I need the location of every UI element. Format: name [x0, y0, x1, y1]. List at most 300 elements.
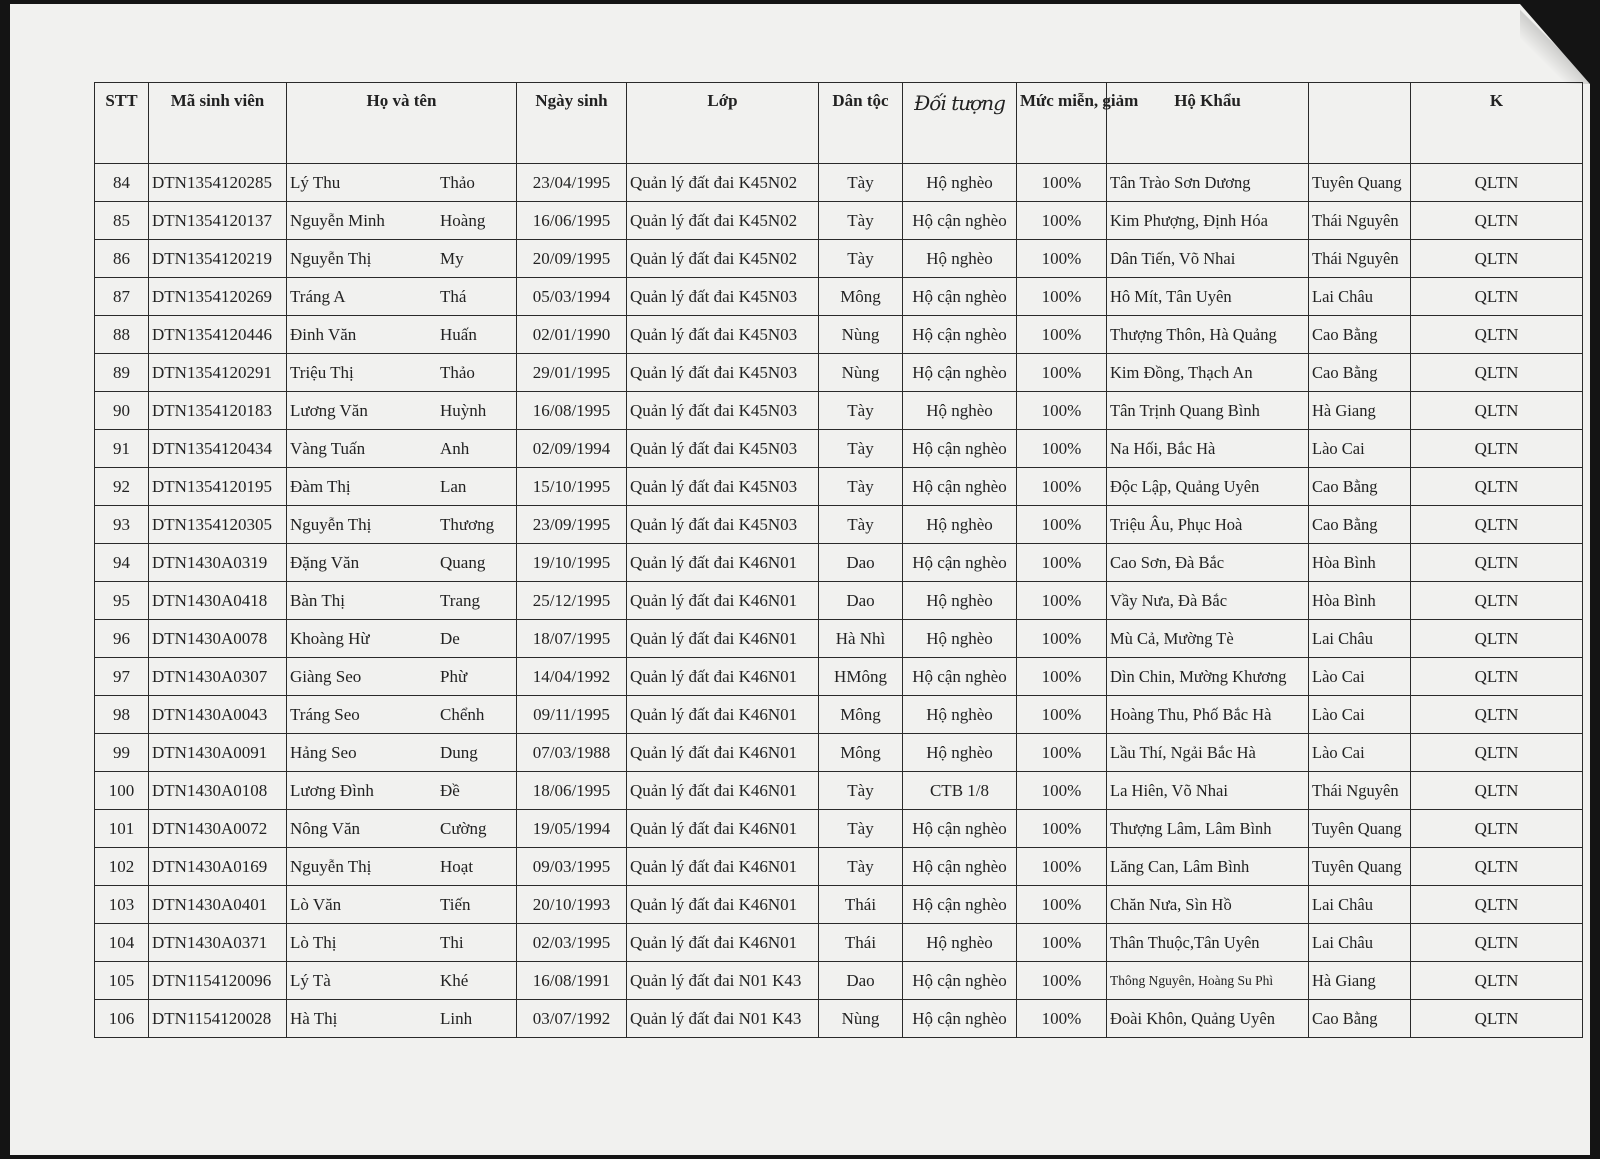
cell-doi-tuong: Hộ nghèo	[903, 392, 1017, 430]
cell-dan-toc: Nùng	[819, 354, 903, 392]
cell-ma-sinh-vien: DTN1430A0078	[149, 620, 287, 658]
cell-stt: 102	[95, 848, 149, 886]
cell-ma-sinh-vien: DTN1430A0108	[149, 772, 287, 810]
cell-muc-mien-giam: 100%	[1017, 962, 1107, 1000]
header-muc-mien-giam: Mức miễn, giảm	[1017, 83, 1107, 164]
student-exemption-table	[94, 82, 1583, 1038]
student-given-name: Thảo	[440, 362, 475, 382]
cell-ho-khau: Thân Thuộc,Tân Uyên	[1107, 924, 1309, 962]
cell-doi-tuong: Hộ nghèo	[903, 620, 1017, 658]
cell-ngay-sinh: 14/04/1992	[517, 658, 627, 696]
table-row	[95, 278, 1583, 316]
cell-khoa: QLTN	[1411, 430, 1583, 468]
table-row	[95, 810, 1583, 848]
cell-stt: 103	[95, 886, 149, 924]
cell-dan-toc: Dao	[819, 544, 903, 582]
student-surname-middle: Khoàng Hừ	[290, 628, 370, 648]
cell-khoa: QLTN	[1411, 468, 1583, 506]
cell-lop: Quản lý đất đai K46N01	[627, 582, 819, 620]
cell-stt: 106	[95, 1000, 149, 1038]
cell-stt: 99	[95, 734, 149, 772]
cell-stt: 95	[95, 582, 149, 620]
cell-muc-mien-giam: 100%	[1017, 658, 1107, 696]
student-given-name: Tiến	[440, 894, 471, 914]
cell-doi-tuong: Hộ nghèo	[903, 240, 1017, 278]
cell-muc-mien-giam: 100%	[1017, 430, 1107, 468]
table-body	[95, 164, 1583, 1038]
cell-ho-khau: Kim Đồng, Thạch An	[1107, 354, 1309, 392]
cell-ngay-sinh: 07/03/1988	[517, 734, 627, 772]
cell-ho-khau: Lăng Can, Lâm Bình	[1107, 848, 1309, 886]
cell-ho-khau: Lầu Thí, Ngải Bắc Hà	[1107, 734, 1309, 772]
cell-dan-toc: Nùng	[819, 316, 903, 354]
cell-stt: 94	[95, 544, 149, 582]
cell-tinh: Lào Cai	[1309, 430, 1411, 468]
cell-ngay-sinh: 16/08/1995	[517, 392, 627, 430]
cell-ho-khau: Thượng Thôn, Hà Quảng	[1107, 316, 1309, 354]
cell-muc-mien-giam: 100%	[1017, 544, 1107, 582]
cell-ho-va-ten	[287, 772, 517, 810]
cell-lop: Quản lý đất đai K46N01	[627, 810, 819, 848]
cell-doi-tuong: Hộ cận nghèo	[903, 354, 1017, 392]
cell-ma-sinh-vien: DTN1354120285	[149, 164, 287, 202]
cell-ngay-sinh: 02/03/1995	[517, 924, 627, 962]
cell-stt: 84	[95, 164, 149, 202]
cell-khoa: QLTN	[1411, 848, 1583, 886]
cell-doi-tuong: CTB 1/8	[903, 772, 1017, 810]
student-given-name: Anh	[440, 438, 470, 458]
student-surname-middle: Tráng Seo	[290, 704, 360, 724]
table-header-row	[95, 83, 1583, 164]
cell-ho-khau: Hô Mít, Tân Uyên	[1107, 278, 1309, 316]
table-row	[95, 962, 1583, 1000]
cell-khoa: QLTN	[1411, 772, 1583, 810]
cell-tinh: Hòa Bình	[1309, 582, 1411, 620]
student-surname-middle: Bàn Thị	[290, 590, 345, 610]
cell-ho-khau: Mù Cả, Mường Tè	[1107, 620, 1309, 658]
cell-ma-sinh-vien: DTN1430A0319	[149, 544, 287, 582]
cell-ho-va-ten	[287, 278, 517, 316]
cell-tinh: Cao Bằng	[1309, 468, 1411, 506]
cell-stt: 89	[95, 354, 149, 392]
student-given-name: Phừ	[440, 666, 468, 686]
cell-ho-khau: Tân Trào Sơn Dương	[1107, 164, 1309, 202]
cell-khoa: QLTN	[1411, 392, 1583, 430]
student-surname-middle: Nguyễn Thị	[290, 856, 372, 876]
header-doi-tuong: Đối tượng	[903, 83, 1017, 164]
cell-lop: Quản lý đất đai K46N01	[627, 620, 819, 658]
student-surname-middle: Lương Đình	[290, 780, 374, 800]
cell-muc-mien-giam: 100%	[1017, 240, 1107, 278]
cell-ma-sinh-vien: DTN1430A0307	[149, 658, 287, 696]
cell-tinh: Hà Giang	[1309, 962, 1411, 1000]
header-ho-va-ten: Họ và tên	[287, 83, 517, 164]
cell-ho-khau: Thượng Lâm, Lâm Bình	[1107, 810, 1309, 848]
cell-ngay-sinh: 16/08/1991	[517, 962, 627, 1000]
cell-tinh: Hòa Bình	[1309, 544, 1411, 582]
cell-ngay-sinh: 02/01/1990	[517, 316, 627, 354]
cell-muc-mien-giam: 100%	[1017, 164, 1107, 202]
cell-khoa: QLTN	[1411, 962, 1583, 1000]
cell-ho-khau: Kim Phượng, Định Hóa	[1107, 202, 1309, 240]
student-surname-middle: Hà Thị	[290, 1008, 338, 1028]
cell-ho-va-ten	[287, 696, 517, 734]
cell-tinh: Tuyên Quang	[1309, 810, 1411, 848]
table-row	[95, 544, 1583, 582]
cell-tinh: Lào Cai	[1309, 658, 1411, 696]
cell-muc-mien-giam: 100%	[1017, 506, 1107, 544]
student-given-name: Linh	[440, 1008, 473, 1028]
cell-muc-mien-giam: 100%	[1017, 848, 1107, 886]
cell-lop: Quản lý đất đai K46N01	[627, 734, 819, 772]
folded-corner	[1520, 4, 1590, 84]
cell-ho-khau: Dìn Chin, Mường Khương	[1107, 658, 1309, 696]
student-given-name: Đề	[440, 780, 460, 800]
cell-stt: 96	[95, 620, 149, 658]
cell-doi-tuong: Hộ cận nghèo	[903, 278, 1017, 316]
cell-ho-va-ten	[287, 164, 517, 202]
cell-ho-khau: Độc Lập, Quảng Uyên	[1107, 468, 1309, 506]
cell-khoa: QLTN	[1411, 202, 1583, 240]
cell-khoa: QLTN	[1411, 924, 1583, 962]
cell-ma-sinh-vien: DTN1354120195	[149, 468, 287, 506]
cell-lop: Quản lý đất đai K46N01	[627, 886, 819, 924]
student-given-name: Hoàng	[440, 210, 486, 230]
table-row	[95, 430, 1583, 468]
cell-ngay-sinh: 03/07/1992	[517, 1000, 627, 1038]
cell-khoa: QLTN	[1411, 316, 1583, 354]
cell-lop: Quản lý đất đai K45N02	[627, 202, 819, 240]
header-dan-toc: Dân tộc	[819, 83, 903, 164]
cell-ho-va-ten	[287, 544, 517, 582]
cell-stt: 97	[95, 658, 149, 696]
cell-tinh: Cao Bằng	[1309, 316, 1411, 354]
cell-lop: Quản lý đất đai K45N02	[627, 164, 819, 202]
cell-lop: Quản lý đất đai K46N01	[627, 544, 819, 582]
cell-ho-khau: Tân Trịnh Quang Bình	[1107, 392, 1309, 430]
cell-ho-khau: Dân Tiến, Võ Nhai	[1107, 240, 1309, 278]
student-given-name: Lan	[440, 476, 467, 496]
table-row	[95, 164, 1583, 202]
cell-stt: 87	[95, 278, 149, 316]
header-khoa: K	[1411, 83, 1583, 164]
cell-ho-va-ten	[287, 658, 517, 696]
cell-ngay-sinh: 09/11/1995	[517, 696, 627, 734]
cell-tinh: Tuyên Quang	[1309, 164, 1411, 202]
cell-khoa: QLTN	[1411, 544, 1583, 582]
cell-doi-tuong: Hộ cận nghèo	[903, 468, 1017, 506]
cell-khoa: QLTN	[1411, 620, 1583, 658]
student-given-name: Huỳnh	[440, 400, 487, 420]
student-given-name: My	[440, 248, 464, 268]
cell-tinh: Lai Châu	[1309, 924, 1411, 962]
cell-khoa: QLTN	[1411, 164, 1583, 202]
student-surname-middle: Đặng Văn	[290, 552, 360, 572]
student-given-name: Hoạt	[440, 856, 474, 876]
cell-ngay-sinh: 15/10/1995	[517, 468, 627, 506]
cell-ma-sinh-vien: DTN1430A0072	[149, 810, 287, 848]
student-surname-middle: Lò Thị	[290, 932, 337, 952]
cell-lop: Quản lý đất đai K46N01	[627, 696, 819, 734]
cell-ngay-sinh: 23/09/1995	[517, 506, 627, 544]
cell-tinh: Cao Bằng	[1309, 354, 1411, 392]
cell-stt: 90	[95, 392, 149, 430]
cell-muc-mien-giam: 100%	[1017, 202, 1107, 240]
cell-stt: 85	[95, 202, 149, 240]
cell-muc-mien-giam: 100%	[1017, 278, 1107, 316]
cell-stt: 105	[95, 962, 149, 1000]
student-given-name: Chểnh	[440, 704, 485, 724]
cell-ho-khau: Thông Nguyên, Hoàng Su Phì	[1107, 962, 1309, 1000]
table-row	[95, 1000, 1583, 1038]
cell-muc-mien-giam: 100%	[1017, 1000, 1107, 1038]
cell-dan-toc: Nùng	[819, 1000, 903, 1038]
cell-muc-mien-giam: 100%	[1017, 620, 1107, 658]
cell-muc-mien-giam: 100%	[1017, 810, 1107, 848]
table-row	[95, 848, 1583, 886]
cell-tinh: Thái Nguyên	[1309, 202, 1411, 240]
student-given-name: Cường	[440, 818, 487, 838]
student-surname-middle: Vàng Tuấn	[290, 438, 366, 458]
cell-tinh: Lào Cai	[1309, 696, 1411, 734]
cell-stt: 100	[95, 772, 149, 810]
cell-ngay-sinh: 05/03/1994	[517, 278, 627, 316]
cell-ho-va-ten	[287, 392, 517, 430]
student-surname-middle: Lý Tà	[290, 970, 331, 990]
cell-ho-va-ten	[287, 924, 517, 962]
cell-ma-sinh-vien: DTN1354120291	[149, 354, 287, 392]
cell-ngay-sinh: 16/06/1995	[517, 202, 627, 240]
student-surname-middle: Giàng Seo	[290, 666, 362, 686]
student-surname-middle: Đinh Văn	[290, 324, 357, 344]
cell-dan-toc: Thái	[819, 924, 903, 962]
cell-ngay-sinh: 02/09/1994	[517, 430, 627, 468]
cell-tinh: Lai Châu	[1309, 620, 1411, 658]
cell-lop: Quản lý đất đai K45N03	[627, 468, 819, 506]
cell-khoa: QLTN	[1411, 506, 1583, 544]
cell-ho-va-ten	[287, 468, 517, 506]
cell-ho-khau: La Hiên, Võ Nhai	[1107, 772, 1309, 810]
cell-lop: Quản lý đất đai N01 K43	[627, 1000, 819, 1038]
cell-ngay-sinh: 09/03/1995	[517, 848, 627, 886]
cell-doi-tuong: Hộ cận nghèo	[903, 1000, 1017, 1038]
cell-dan-toc: Tày	[819, 848, 903, 886]
cell-ho-va-ten	[287, 506, 517, 544]
cell-ma-sinh-vien: DTN1354120446	[149, 316, 287, 354]
cell-khoa: QLTN	[1411, 696, 1583, 734]
table-row	[95, 240, 1583, 278]
cell-ho-khau: Na Hối, Bắc Hà	[1107, 430, 1309, 468]
cell-ma-sinh-vien: DTN1430A0401	[149, 886, 287, 924]
cell-muc-mien-giam: 100%	[1017, 582, 1107, 620]
cell-ma-sinh-vien: DTN1430A0169	[149, 848, 287, 886]
cell-ho-va-ten	[287, 354, 517, 392]
student-surname-middle: Nguyễn Thị	[290, 248, 372, 268]
cell-ho-va-ten	[287, 1000, 517, 1038]
table-row	[95, 658, 1583, 696]
cell-lop: Quản lý đất đai K45N03	[627, 278, 819, 316]
cell-muc-mien-giam: 100%	[1017, 772, 1107, 810]
cell-ma-sinh-vien: DTN1354120305	[149, 506, 287, 544]
cell-ma-sinh-vien: DTN1430A0418	[149, 582, 287, 620]
cell-ma-sinh-vien: DTN1430A0043	[149, 696, 287, 734]
student-given-name: Thương	[440, 514, 495, 534]
student-surname-middle: Nguyễn Thị	[290, 514, 372, 534]
cell-ho-va-ten	[287, 734, 517, 772]
cell-lop: Quản lý đất đai K46N01	[627, 772, 819, 810]
cell-stt: 92	[95, 468, 149, 506]
table-row	[95, 316, 1583, 354]
cell-dan-toc: Tày	[819, 810, 903, 848]
cell-doi-tuong: Hộ cận nghèo	[903, 962, 1017, 1000]
cell-ho-va-ten	[287, 962, 517, 1000]
student-surname-middle: Nông Văn	[290, 818, 361, 838]
header-tinh	[1309, 83, 1411, 164]
cell-stt: 104	[95, 924, 149, 962]
cell-ngay-sinh: 19/05/1994	[517, 810, 627, 848]
table-row	[95, 620, 1583, 658]
cell-dan-toc: Tày	[819, 468, 903, 506]
cell-stt: 93	[95, 506, 149, 544]
cell-stt: 86	[95, 240, 149, 278]
student-surname-middle: Nguyễn Minh	[290, 210, 385, 230]
cell-dan-toc: Tày	[819, 392, 903, 430]
cell-dan-toc: Tày	[819, 430, 903, 468]
cell-muc-mien-giam: 100%	[1017, 924, 1107, 962]
cell-dan-toc: Mông	[819, 278, 903, 316]
student-given-name: Thi	[440, 932, 464, 952]
cell-doi-tuong: Hộ cận nghèo	[903, 316, 1017, 354]
scanned-page	[10, 4, 1590, 1155]
cell-ho-khau: Hoàng Thu, Phố Bắc Hà	[1107, 696, 1309, 734]
cell-ho-khau: Đoài Khôn, Quảng Uyên	[1107, 1000, 1309, 1038]
table-row	[95, 354, 1583, 392]
cell-doi-tuong: Hộ nghèo	[903, 696, 1017, 734]
cell-doi-tuong: Hộ cận nghèo	[903, 658, 1017, 696]
cell-ho-khau: Chăn Nưa, Sìn Hồ	[1107, 886, 1309, 924]
student-given-name: Trang	[440, 590, 480, 610]
cell-lop: Quản lý đất đai K45N03	[627, 430, 819, 468]
cell-ma-sinh-vien: DTN1354120137	[149, 202, 287, 240]
cell-doi-tuong: Hộ cận nghèo	[903, 848, 1017, 886]
cell-khoa: QLTN	[1411, 734, 1583, 772]
student-surname-middle: Lương Văn	[290, 400, 368, 420]
student-surname-middle: Lý Thu	[290, 172, 341, 192]
student-given-name: De	[440, 628, 460, 648]
header-ho-khau: Hộ Khẩu	[1107, 83, 1309, 164]
student-given-name: Quang	[440, 552, 486, 572]
cell-ma-sinh-vien: DTN1354120434	[149, 430, 287, 468]
student-surname-middle: Tráng A	[290, 286, 346, 306]
cell-doi-tuong: Hộ nghèo	[903, 164, 1017, 202]
cell-dan-toc: Dao	[819, 582, 903, 620]
cell-ma-sinh-vien: DTN1354120269	[149, 278, 287, 316]
table-row	[95, 924, 1583, 962]
cell-doi-tuong: Hộ nghèo	[903, 506, 1017, 544]
cell-ho-va-ten	[287, 582, 517, 620]
cell-khoa: QLTN	[1411, 810, 1583, 848]
cell-lop: Quản lý đất đai K45N03	[627, 506, 819, 544]
cell-dan-toc: Hà Nhì	[819, 620, 903, 658]
cell-ho-khau: Triệu Âu, Phục Hoà	[1107, 506, 1309, 544]
cell-doi-tuong: Hộ cận nghèo	[903, 430, 1017, 468]
cell-doi-tuong: Hộ nghèo	[903, 734, 1017, 772]
header-stt: STT	[95, 83, 149, 164]
table-row	[95, 696, 1583, 734]
cell-ngay-sinh: 23/04/1995	[517, 164, 627, 202]
cell-tinh: Lai Châu	[1309, 278, 1411, 316]
cell-ho-va-ten	[287, 848, 517, 886]
cell-ngay-sinh: 18/07/1995	[517, 620, 627, 658]
cell-tinh: Lào Cai	[1309, 734, 1411, 772]
cell-lop: Quản lý đất đai K46N01	[627, 924, 819, 962]
cell-tinh: Hà Giang	[1309, 392, 1411, 430]
cell-khoa: QLTN	[1411, 1000, 1583, 1038]
cell-muc-mien-giam: 100%	[1017, 468, 1107, 506]
cell-ngay-sinh: 19/10/1995	[517, 544, 627, 582]
cell-dan-toc: Tày	[819, 202, 903, 240]
cell-muc-mien-giam: 100%	[1017, 392, 1107, 430]
table-row	[95, 468, 1583, 506]
cell-dan-toc: Tày	[819, 240, 903, 278]
cell-ngay-sinh: 18/06/1995	[517, 772, 627, 810]
table-row	[95, 582, 1583, 620]
student-given-name: Huấn	[440, 324, 477, 344]
cell-ma-sinh-vien: DTN1154120028	[149, 1000, 287, 1038]
cell-tinh: Cao Bằng	[1309, 506, 1411, 544]
cell-ho-va-ten	[287, 810, 517, 848]
cell-tinh: Tuyên Quang	[1309, 848, 1411, 886]
cell-doi-tuong: Hộ cận nghèo	[903, 202, 1017, 240]
header-lop: Lớp	[627, 83, 819, 164]
cell-khoa: QLTN	[1411, 658, 1583, 696]
cell-doi-tuong: Hộ nghèo	[903, 582, 1017, 620]
cell-lop: Quản lý đất đai K45N03	[627, 316, 819, 354]
cell-dan-toc: Thái	[819, 886, 903, 924]
cell-tinh: Cao Bằng	[1309, 1000, 1411, 1038]
cell-muc-mien-giam: 100%	[1017, 316, 1107, 354]
cell-lop: Quản lý đất đai K46N01	[627, 658, 819, 696]
cell-khoa: QLTN	[1411, 582, 1583, 620]
cell-lop: Quản lý đất đai K45N02	[627, 240, 819, 278]
cell-dan-toc: Tày	[819, 164, 903, 202]
cell-dan-toc: Tày	[819, 772, 903, 810]
table-row	[95, 392, 1583, 430]
cell-ho-va-ten	[287, 620, 517, 658]
student-surname-middle: Triệu Thị	[290, 362, 354, 382]
cell-khoa: QLTN	[1411, 278, 1583, 316]
cell-ho-va-ten	[287, 316, 517, 354]
cell-dan-toc: HMông	[819, 658, 903, 696]
cell-ho-va-ten	[287, 202, 517, 240]
cell-ngay-sinh: 20/09/1995	[517, 240, 627, 278]
student-surname-middle: Lò Văn	[290, 894, 342, 914]
cell-ma-sinh-vien: DTN1430A0091	[149, 734, 287, 772]
table-row	[95, 886, 1583, 924]
cell-lop: Quản lý đất đai K46N01	[627, 848, 819, 886]
cell-ho-va-ten	[287, 240, 517, 278]
table-row	[95, 734, 1583, 772]
cell-muc-mien-giam: 100%	[1017, 886, 1107, 924]
cell-stt: 101	[95, 810, 149, 848]
cell-ho-va-ten	[287, 430, 517, 468]
table-row	[95, 202, 1583, 240]
cell-ho-va-ten	[287, 886, 517, 924]
cell-tinh: Lai Châu	[1309, 886, 1411, 924]
cell-lop: Quản lý đất đai K45N03	[627, 392, 819, 430]
student-given-name: Thảo	[440, 172, 475, 192]
table-row	[95, 772, 1583, 810]
